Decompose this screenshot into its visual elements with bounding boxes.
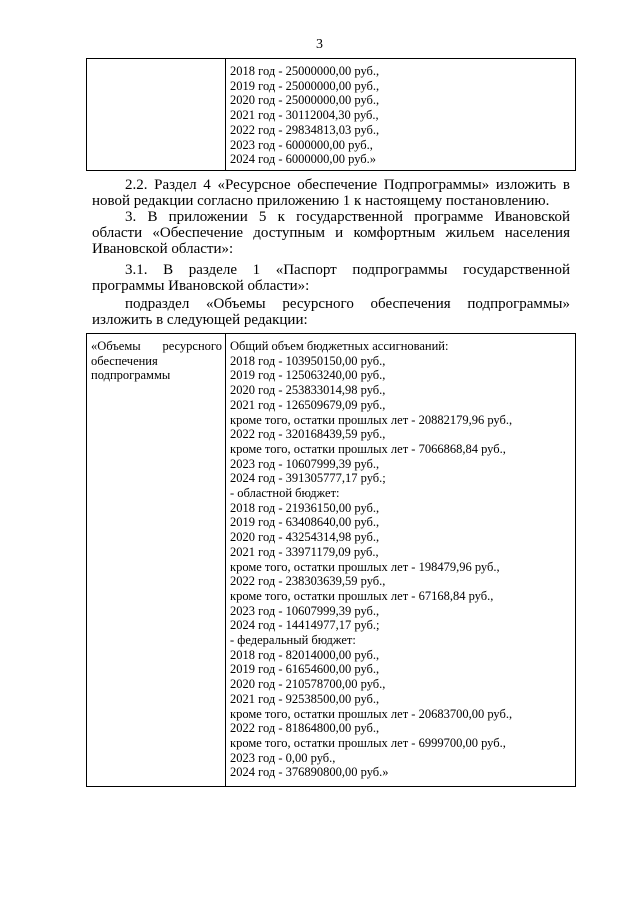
table2-line: 2019 год - 125063240,00 руб., [230,368,386,383]
table2-line: кроме того, остатки прошлых лет - 20683700,00 руб., [230,706,513,721]
table2-line: 2024 год - 376890800,00 руб.» [230,765,389,780]
table2-line: 2024 год - 14414977,17 руб.; [230,618,380,633]
page-number: 3 [316,37,323,52]
paragraph-3-1: 3.1. В разделе 1 «Паспорт подпрограммы государственной программы Ивановской области»: [92,262,570,294]
table2-line: 2024 год - 391305777,17 руб.; [230,471,386,486]
table2-line: 2023 год - 10607999,39 руб., [230,603,380,618]
table1-line: 2023 год - 6000000,00 руб., [230,137,373,152]
label-line: обеспечения [91,353,158,368]
table2-line: 2021 год - 92538500,00 руб., [230,691,380,706]
table1-line: 2020 год - 25000000,00 руб., [230,93,380,108]
paragraph-subsection: подраздел «Объемы ресурсного обеспечения подпрограммы» изложить в следующей редакции: [92,296,570,328]
table-row [87,334,576,787]
table2-line: 2018 год - 103950150,00 руб., [230,353,386,368]
table2-line: 2022 год - 81864800,00 руб., [230,721,380,736]
table2-line: - областной бюджет: [230,486,340,501]
funding-table-continued [86,58,576,171]
table2-line: кроме того, остатки прошлых лет - 198479,96 руб., [230,559,500,574]
table2-line: 2023 год - 0,00 руб., [230,750,336,765]
table2-line: 2023 год - 10607999,39 руб., [230,456,380,471]
table-row [87,59,576,171]
paragraph-3: 3. В приложении 5 к государственной программе Ивановской области «Обеспечение доступным и комфортным жильем населения Ивановской области»: [92,209,570,257]
table2-line: кроме того, остатки прошлых лет - 7066868,84 руб., [230,441,506,456]
table1-line: 2018 год - 25000000,00 руб., [230,64,380,78]
table2-line: кроме того, остатки прошлых лет - 6999700,00 руб., [230,735,506,750]
table2-line: 2020 год - 210578700,00 руб., [230,677,386,692]
table2-line: 2018 год - 82014000,00 руб., [230,647,380,662]
table2-line: 2021 год - 126509679,09 руб., [230,397,386,412]
table2-line: 2020 год - 43254314,98 руб., [230,530,380,545]
table2-line: 2022 год - 320168439,59 руб., [230,427,386,442]
paragraph-2-2: 2.2. Раздел 4 «Ресурсное обеспечение Подпрограммы» изложить в новой редакции согласно приложению 1 к настоящему постановлению. [92,177,570,209]
table1-line: 2021 год - 30112004,30 руб., [230,108,379,123]
label-line: подпрограммы [91,368,171,383]
table2-line: кроме того, остатки прошлых лет - 67168,84 руб., [230,588,494,603]
table2-line: 2019 год - 63408640,00 руб., [230,515,380,530]
table2-line: 2020 год - 253833014,98 руб., [230,383,386,398]
table2-line: Общий объем бюджетных ассигнований: [230,339,449,353]
funding-table [86,333,576,787]
table2-line: 2022 год - 238303639,59 руб., [230,574,386,589]
table2-values-cell [226,334,576,787]
table1-line: 2019 год - 25000000,00 руб., [230,78,380,93]
table2-line: - федеральный бюджет: [230,633,356,648]
label-line: «Объемы ресурсного [91,339,222,353]
table1-line: 2022 год - 29834813,03 руб., [230,122,380,137]
table2-line: 2021 год - 33971179,09 руб., [230,544,379,559]
table2-label-cell [87,334,226,787]
table1-line: 2024 год - 6000000,00 руб.» [230,152,377,167]
table1-label-cell [87,59,226,171]
table1-values-cell [226,59,576,171]
table2-line: 2018 год - 21936150,00 руб., [230,500,380,515]
table2-line: кроме того, остатки прошлых лет - 20882179,96 руб., [230,412,513,427]
table2-line: 2019 год - 61654600,00 руб., [230,662,380,677]
